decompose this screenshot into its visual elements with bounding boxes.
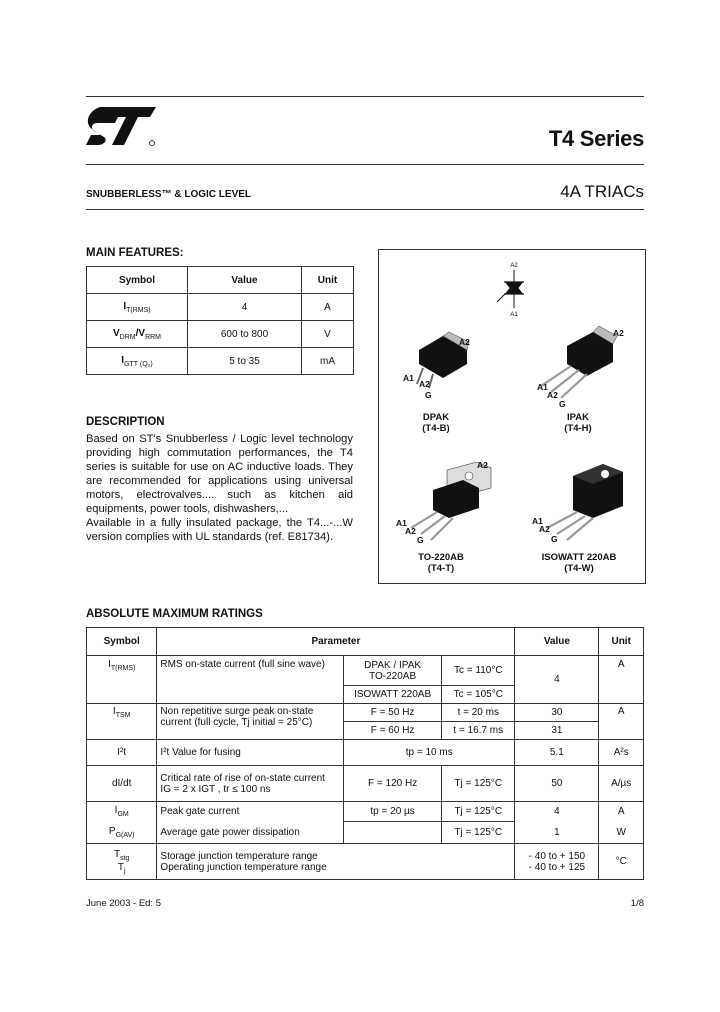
symbol-cell: $I_{T(RMS)}$ <box>87 294 188 321</box>
table-row <box>87 822 644 844</box>
unit-cell: °C <box>599 844 644 880</box>
amr-heading: ABSOLUTE MAXIMUM RATINGS <box>86 608 263 620</box>
freq-cell: F = 50 Hz <box>344 704 442 722</box>
cond-cell: Tj = 125°C <box>442 766 515 802</box>
cond-cell: tp = 20 µs <box>344 802 442 822</box>
package-label-dpak: DPAK (T4-B) <box>422 412 450 434</box>
package-label-to220: TO-220AB (T4-T) <box>418 552 464 574</box>
description-paragraph: Available in a fully insulated package, the T4...-...W version complies with UL standards (ref. E81734). <box>86 517 353 543</box>
col-unit: Unit <box>599 628 644 656</box>
param-cell: Peak gate current <box>157 802 344 822</box>
cond-cell: Tc = 110°C <box>442 656 515 686</box>
pin-label: G <box>417 535 424 545</box>
value-cell: 50 <box>515 766 599 802</box>
package-label-isowatt: ISOWATT 220AB (T4-W) <box>541 552 617 574</box>
symbol-cell: I²t <box>87 740 157 766</box>
pin-label: A2 <box>613 328 624 338</box>
table-row <box>87 844 644 880</box>
value-cell: 600 to 800 <box>188 321 302 348</box>
isowatt-package-icon <box>539 456 631 544</box>
value-cell: 5 to 35 <box>188 348 302 375</box>
param-cell: I²t Value for fusing <box>157 740 344 766</box>
table-row <box>87 704 644 722</box>
symbol-cell: $I_{GM}$ <box>87 802 157 822</box>
pin-label: A1 <box>396 518 407 528</box>
pkg-cell: DPAK / IPAK TO-220AB <box>344 656 442 686</box>
features-heading: MAIN FEATURES: <box>86 247 184 259</box>
table-row <box>87 321 354 348</box>
cond-cell: Tc = 105°C <box>442 686 515 704</box>
freq-cell: F = 60 Hz <box>344 722 442 740</box>
pin-label: A2 <box>405 526 416 536</box>
param-cell: Average gate power dissipation <box>157 822 344 844</box>
cond-cell: Tj = 125°C <box>442 822 515 844</box>
subtitle-right: 4A TRIACs <box>560 182 644 201</box>
cond-cell: Tj = 125°C <box>442 802 515 822</box>
pin-label: A2 <box>477 460 488 470</box>
features-table <box>86 266 354 375</box>
cond-cell: tp = 10 ms <box>344 740 515 766</box>
top-rule <box>86 96 644 97</box>
param-cell: Storage junction temperature range Operating junction temperature range <box>157 844 515 880</box>
unit-cell: A <box>599 704 644 740</box>
value-cell: 31 <box>515 722 599 740</box>
description-heading: DESCRIPTION <box>86 416 165 428</box>
cond-cell <box>344 822 442 844</box>
param-cell: RMS on-state current (full sine wave) <box>157 656 344 704</box>
table-header-row <box>87 267 354 294</box>
cond-cell: t = 20 ms <box>442 704 515 722</box>
pin-label: G <box>551 534 558 544</box>
svg-text:A2: A2 <box>510 263 518 269</box>
amr-table <box>86 627 644 880</box>
table-row <box>87 348 354 375</box>
pin-label: G <box>559 399 566 409</box>
col-parameter: Parameter <box>157 628 515 656</box>
col-symbol: Symbol <box>87 628 157 656</box>
unit-cell: A <box>599 802 644 822</box>
table-row <box>87 802 644 822</box>
page-title: T4 Series <box>548 126 644 151</box>
value-cell: 5.1 <box>515 740 599 766</box>
table-row <box>87 656 644 686</box>
value-cell: 4 <box>188 294 302 321</box>
pkg-cell: ISOWATT 220AB <box>344 686 442 704</box>
subtitle-rule <box>86 209 644 210</box>
value-cell: 4 <box>515 802 599 822</box>
symbol-cell: $V_{DRM}/V_{RRM}$ <box>87 321 188 348</box>
footer-date: June 2003 - Ed: 5 <box>86 898 161 909</box>
col-value: Value <box>188 267 302 294</box>
param-cell: Critical rate of rise of on-state current IG = 2 x IGT , tr ≤ 100 ns <box>157 766 344 802</box>
to220-package-icon <box>407 462 499 542</box>
freq-cell: F = 120 Hz <box>344 766 442 802</box>
cond-cell: t = 16.7 ms <box>442 722 515 740</box>
pin-label: A2 <box>459 337 470 347</box>
svg-text:A1: A1 <box>510 312 518 318</box>
symbol-cell: $I_{TSM}$ <box>87 704 157 740</box>
unit-cell: V <box>302 321 354 348</box>
symbol-cell: dI/dt <box>87 766 157 802</box>
description-paragraph: Based on ST's Snubberless / Logic level technology providing high commutation performances, the T4 series is suitable for use on AC inductive loads. They are recommended for applications using universal motors, electrovalves.... such as kitchen aid equipments, power tools, dishwashers,... <box>86 433 353 515</box>
symbol-cell: $I_{T(RMS)}$ <box>87 656 157 704</box>
pin-label: A2 <box>419 379 430 389</box>
table-row <box>87 766 644 802</box>
value-cell: 1 <box>515 822 599 844</box>
st-logo-icon <box>86 103 158 149</box>
col-value: Value <box>515 628 599 656</box>
pin-label: A2 <box>547 390 558 400</box>
unit-cell: A/µs <box>599 766 644 802</box>
col-unit: Unit <box>302 267 354 294</box>
title-rule <box>86 164 644 165</box>
value-cell: 30 <box>515 704 599 722</box>
pin-label: G <box>425 390 432 400</box>
pin-label: A2 <box>539 524 550 534</box>
table-row <box>87 740 644 766</box>
symbol-cell: $I_{GTT (Q_2)}$ <box>87 348 188 375</box>
col-symbol: Symbol <box>87 267 188 294</box>
package-box <box>378 249 646 584</box>
subtitle-left: SNUBBERLESS™ & LOGIC LEVEL <box>86 189 252 200</box>
symbol-cell: $T_{stg}$ $T_j$ <box>87 844 157 880</box>
page-number: 1/8 <box>630 898 644 909</box>
symbol-cell: $P_{G(AV)}$ <box>87 822 157 844</box>
pin-label: A1 <box>403 373 414 383</box>
unit-cell: A <box>599 656 644 704</box>
triac-symbol-icon <box>497 260 531 318</box>
table-row <box>87 294 354 321</box>
package-label-ipak: IPAK (T4-H) <box>564 412 592 434</box>
pin-label: A1 <box>532 516 543 526</box>
unit-cell: W <box>599 822 644 844</box>
pin-label: A1 <box>537 382 548 392</box>
param-cell: Non repetitive surge peak on-state current (full cycle, Tj initial = 25°C) <box>157 704 344 740</box>
unit-cell: A²s <box>599 740 644 766</box>
unit-cell: mA <box>302 348 354 375</box>
value-cell: 4 <box>515 656 599 704</box>
description-text <box>86 432 353 544</box>
value-cell: - 40 to + 150 - 40 to + 125 <box>515 844 599 880</box>
unit-cell: A <box>302 294 354 321</box>
table-header-row <box>87 628 644 656</box>
